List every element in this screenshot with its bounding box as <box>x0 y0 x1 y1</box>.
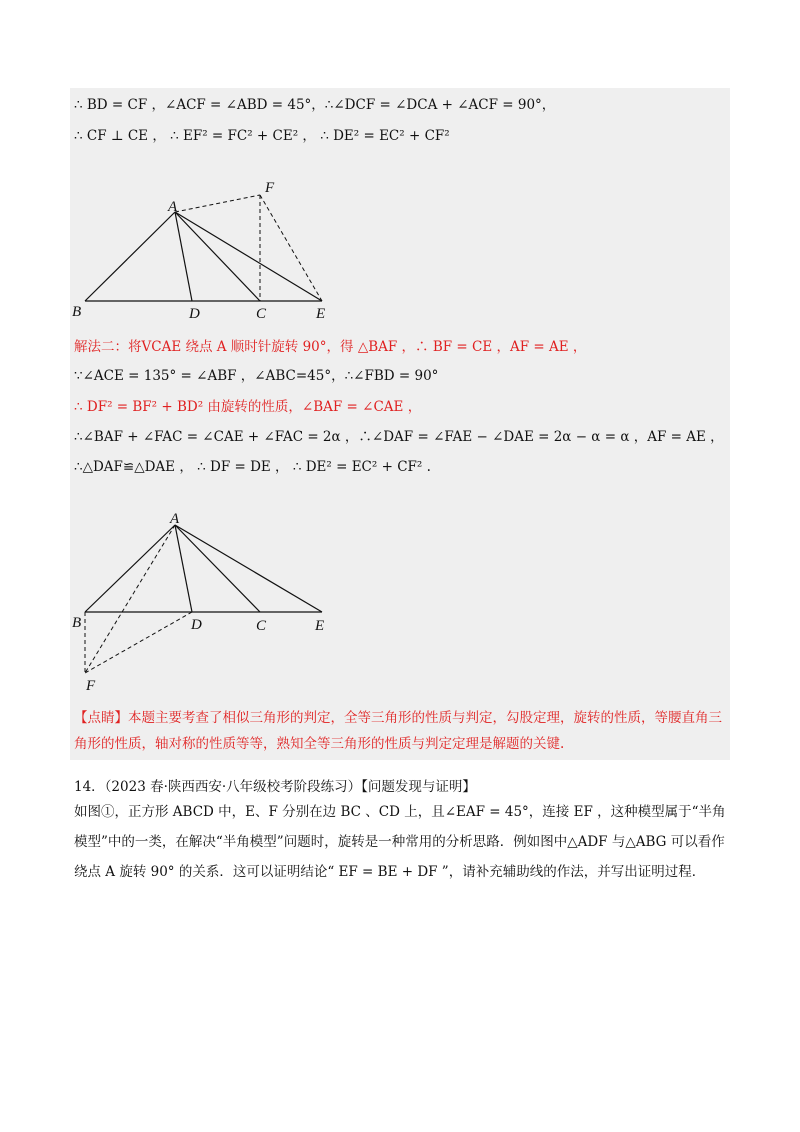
fig2-label-b: B <box>72 615 82 631</box>
solution-line-6: ∴∠BAF + ∠FAC = ∠CAE + ∠FAC = 2α ，∴∠DAF = ∠FAE − ∠DAE = 2α − α = α ，AF = AE ， <box>74 429 724 445</box>
fig1-segment-ac <box>175 212 260 301</box>
fig2-segment-df <box>85 612 192 673</box>
comment-paragraph <box>74 705 734 757</box>
fig1-label-b: B <box>72 304 82 320</box>
fig1-label-c: C <box>256 306 267 322</box>
fig1-segment-af <box>175 195 260 212</box>
method2-label: 解法二：将 <box>74 339 142 355</box>
fig2-label-f: F <box>86 678 96 694</box>
fig2-segment-ac <box>175 525 260 612</box>
comment-text: 本题主要考查了相似三角形的判定，全等三角形的性质与判定，勾股定理，旋转的性质，等腰直角三角形的性质，轴对称的性质等等，熟知全等三角形的性质与判定定理是解题的关键. <box>74 710 722 752</box>
fig2-segment-ae <box>175 525 322 612</box>
comment-label: 【点睛】 <box>74 710 128 726</box>
question-header: 14．（2023 春·陕西西安·八年级校考阶段练习）【问题发现与证明】 <box>74 779 476 795</box>
fig1-label-f: F <box>265 180 275 196</box>
solution-line-3 <box>74 338 586 356</box>
fig1-label-a: A <box>168 199 178 215</box>
solution-line-1: ∴ BD = CF ，∠ACF = ∠ABD = 45°，∴∠DCF = ∠DCA + ∠ACF = 90°， <box>74 97 556 113</box>
figure-1 <box>70 175 370 325</box>
fig2-label-a: A <box>170 511 180 527</box>
fig1-segment-fe <box>260 195 322 301</box>
fig1-segment-ab <box>85 212 175 301</box>
fig1-label-d: D <box>189 306 200 322</box>
solution-line-7: ∴△DAF≌△DAE ， ∴ DF = DE ， ∴ DE² = EC² + CF² . <box>74 459 431 475</box>
fig2-segment-ad <box>175 525 192 612</box>
fig2-label-e: E <box>315 618 325 634</box>
method2-rest: VCAE 绕点 A 顺时针旋转 90°，得 △BAF ，∴ BF = CE ，AF = AE ， <box>141 339 587 355</box>
fig1-segment-ad <box>175 212 192 301</box>
solution-line-5: ∴ DF² = BF² + BD² 由旋转的性质，∠BAF = ∠CAE ， <box>74 399 422 415</box>
fig1-segment-ae <box>175 212 322 301</box>
fig1-label-e: E <box>316 306 326 322</box>
solution-line-4: ∵∠ACE = 135° = ∠ABF ，∠ABC=45°，∴∠FBD = 90° <box>74 368 439 384</box>
fig2-label-c: C <box>256 618 267 634</box>
question-body: 如图①，正方形 ABCD 中，E、F 分别在边 BC 、CD 上，且∠EAF = 45°，连接 EF ，这种模型属于“半角模型”中的一类，在解决“半角模型”问题时，旋转是一种常用的分析思路．例如图中△ADF 与△ABG 可以看作绕点 A 旋转 90° 的关系．这可以证明结论“ EF = BE + DF ”，请补充辅助线的作法，并写出证明过程． <box>74 804 726 880</box>
fig2-label-d: D <box>191 617 202 633</box>
figure-2 <box>70 505 370 695</box>
solution-line-2: ∴ CF ⊥ CE ， ∴ EF² = FC² + CE² ， ∴ DE² = EC² + CF² <box>74 128 450 144</box>
